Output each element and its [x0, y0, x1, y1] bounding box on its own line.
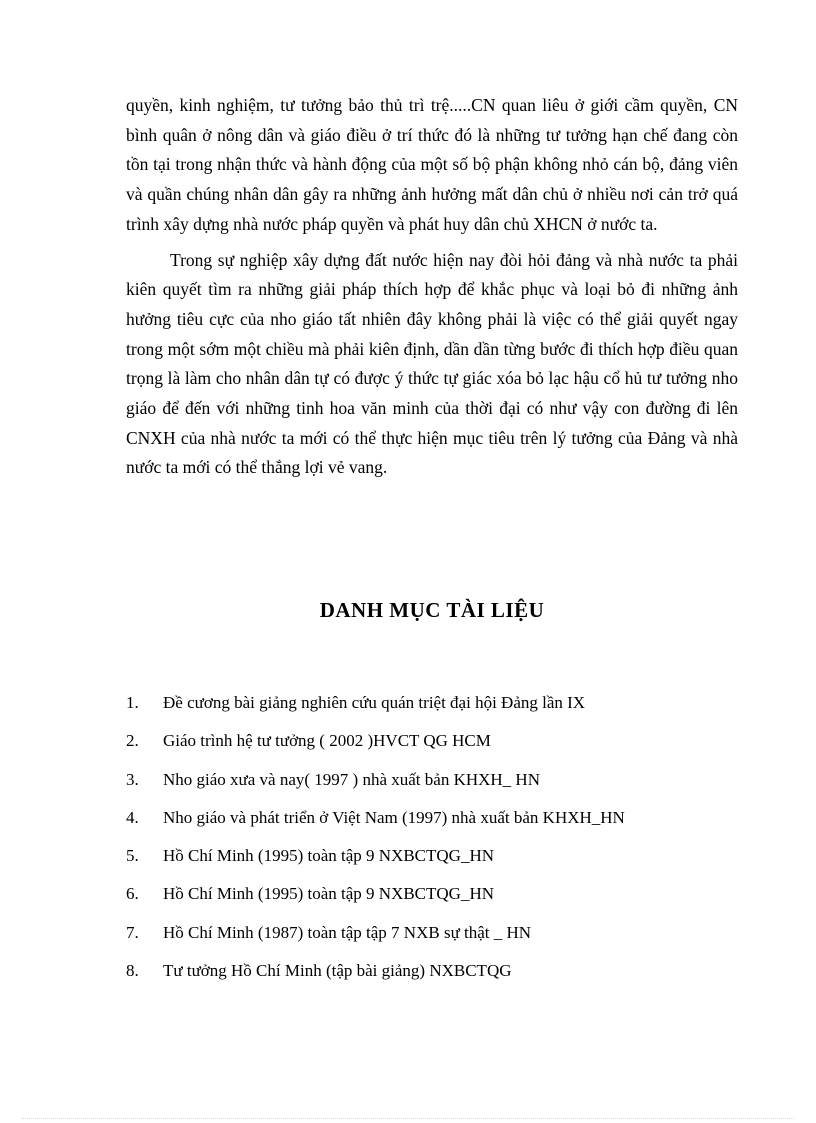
reference-number: 4.: [126, 807, 139, 827]
reference-text: Đề cương bài giảng nghiên cứu quán triệt đại hội Đảng lần IX: [163, 693, 586, 712]
reference-item: [126, 769, 625, 807]
references-heading: DANH MỤC TÀI LIỆU: [319, 598, 545, 622]
reference-text: Tư tưởng Hồ Chí Minh (tập bài giảng) NXBCTQG: [163, 961, 512, 981]
paragraph-continuation: quyền, kinh nghiệm, tư tưởng bảo thủ trì trệ.....CN quan liêu ở giới cầm quyền, CN bình quân ở nông dân và giáo điều ở trí thức đó là những tư tưởng hạn chế đang còn tồn tại trong nhận thức và hành động của một số bộ phận không nhỏ cán bộ, đảng viên và quần chúng nhân dân gây ra những ảnh hưởng mất dân chủ ở nhiều nơi cản trở quá trình xây dựng nhà nước pháp quyền và phát huy dân chủ XHCN ở nước ta.: [126, 95, 738, 234]
reference-text: Giáo trình hệ tư tưởng ( 2002 )HVCT QG HCM: [163, 731, 491, 751]
reference-item: [126, 692, 625, 730]
reference-number: 2.: [126, 731, 139, 751]
reference-item: [126, 883, 625, 921]
reference-number: 6.: [126, 884, 139, 904]
body-text: [126, 91, 738, 483]
reference-item: [126, 922, 625, 960]
reference-list: [126, 692, 625, 998]
reference-number: 7.: [126, 922, 139, 942]
reference-number: 3.: [126, 769, 139, 789]
reference-text: Nho giáo và phát triển ở Việt Nam (1997) nhà xuất bản KHXH_HN: [163, 807, 625, 827]
reference-item: [126, 730, 625, 768]
reference-number: 8.: [126, 961, 139, 981]
page-bottom-divider: [22, 1118, 794, 1119]
reference-number: 5.: [126, 846, 139, 866]
reference-number: 1.: [126, 693, 139, 712]
reference-item: [126, 960, 625, 998]
paragraph-conclusion: Trong sự nghiệp xây dựng đất nước hiện nay đòi hỏi đảng và nhà nước ta phải kiên quyết tìm ra những giải pháp thích hợp để khắc phục và loại bỏ đi những ảnh hưởng tiêu cực của nho giáo tất nhiên đây không phải là việc có thể giải quyết ngay trong một sớm một chiều mà phải kiên định, dần dần từng bước đi thích hợp điều quan trọng là làm cho nhân dân tự có được ý thức tự giác xóa bỏ lạc hậu cổ hủ tư tưởng nho giáo để đến với những tinh hoa văn minh của thời đại có như vậy con đường đi lên CNXH của nhà nước ta mới có thể thực hiện mục tiêu trên lý tưởng của Đảng và nhà nước ta mới có thể thắng lợi vẻ vang.: [126, 249, 738, 478]
reference-text: Hồ Chí Minh (1995) toàn tập 9 NXBCTQG_HN: [163, 884, 495, 904]
reference-text: Hồ Chí Minh (1995) toàn tập 9 NXBCTQG_HN: [163, 846, 495, 866]
reference-item: [126, 807, 625, 845]
reference-item: [126, 845, 625, 883]
reference-text: Nho giáo xưa và nay( 1997 ) nhà xuất bản KHXH_ HN: [163, 769, 540, 789]
reference-text: Hồ Chí Minh (1987) toàn tập tập 7 NXB sự thật _ HN: [163, 922, 532, 942]
